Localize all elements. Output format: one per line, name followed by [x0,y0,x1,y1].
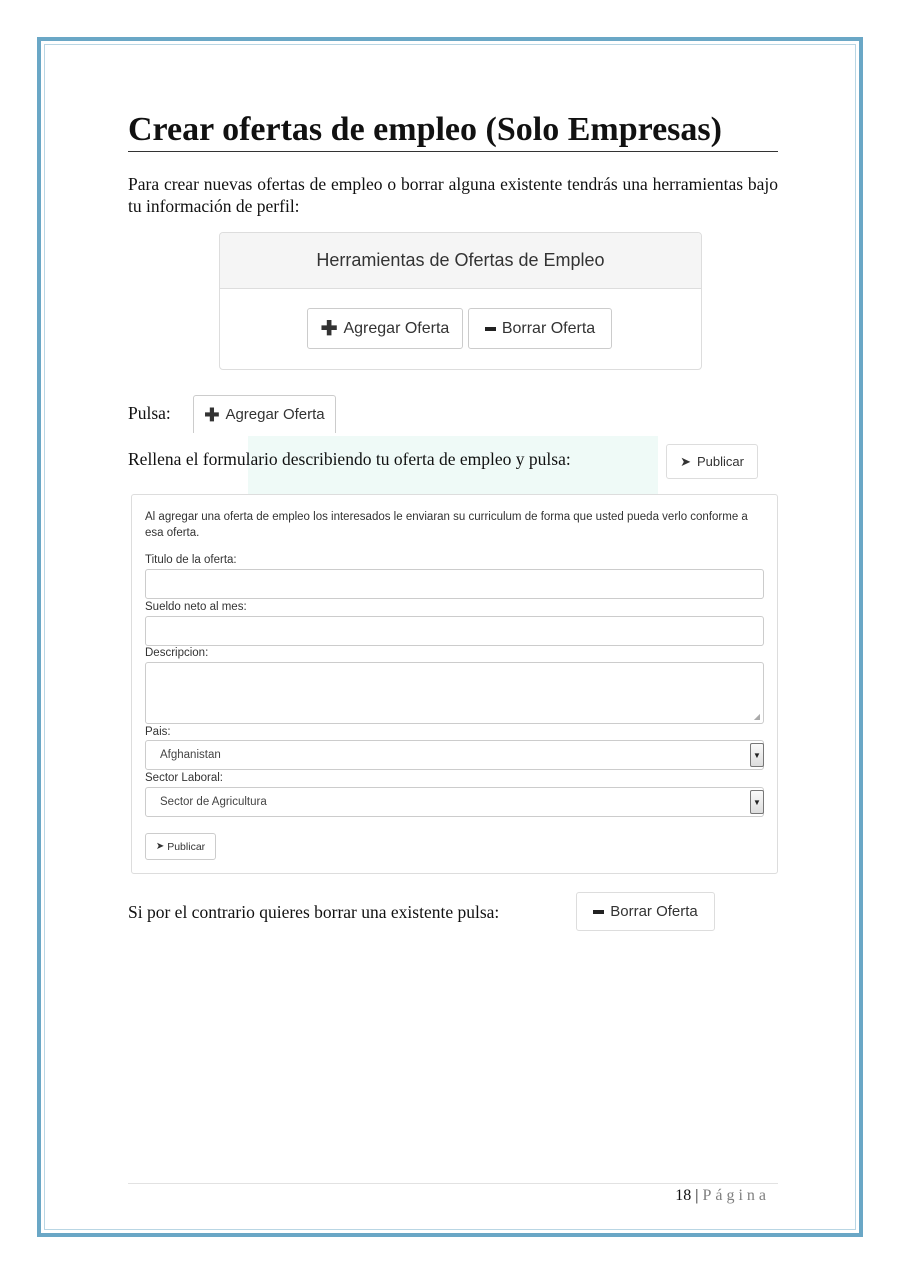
step3-remove-offer-label: Borrar Oferta [610,903,698,920]
offer-title-input[interactable] [145,569,764,599]
send-icon: ➤ [155,841,165,852]
step2-publish-label: Publicar [696,454,744,469]
country-selected-value: Afghanistan [160,749,221,761]
page-footer [675,1187,770,1205]
offer-title-label: Titulo de la oferta: [145,554,237,566]
country-label: Pais: [145,726,171,738]
job-tools-panel [219,232,702,370]
description-textarea[interactable] [145,662,764,724]
remove-offer-button[interactable] [468,308,612,349]
step1-add-offer-label: Agregar Oferta [225,406,325,423]
country-select[interactable] [145,740,764,770]
minus-icon [485,327,496,331]
footer-separator: | [695,1187,699,1204]
page-title: Crear ofertas de empleo (Solo Empresas) [128,111,722,148]
page-number: 18 [675,1187,692,1204]
add-offer-button[interactable] [307,308,463,349]
step1-text: Pulsa: [128,403,171,423]
job-tools-panel-heading: Herramientas de Ofertas de Empleo [220,233,701,289]
step3-remove-offer-button[interactable] [576,892,715,931]
step1-add-offer-button[interactable] [193,395,336,433]
salary-label: Sueldo neto al mes: [145,601,247,613]
resize-grip-icon[interactable]: ◢ [753,712,760,721]
footer-rule [128,1183,778,1184]
chevron-down-icon[interactable]: ▼ [750,790,764,814]
remove-offer-label: Borrar Oferta [501,319,596,337]
form-publish-button[interactable] [145,833,216,860]
sector-selected-value: Sector de Agricultura [160,796,267,808]
page-word: Página [702,1187,770,1204]
intro-paragraph: Para crear nuevas ofertas de empleo o borrar alguna existente tendrás una herramientas bajo tu información de perfil: [128,174,778,216]
chevron-down-icon[interactable]: ▼ [750,743,764,767]
title-underline [128,151,778,152]
send-icon: ➤ [680,453,691,469]
plus-icon: ✚ [204,404,220,425]
add-offer-label: Agregar Oferta [343,319,450,337]
description-label: Descripcion: [145,647,209,659]
form-publish-label: Publicar [167,840,206,853]
step3-text: Si por el contrario quieres borrar una existente pulsa: [128,902,500,922]
minus-icon [593,910,604,914]
form-intro: Al agregar una oferta de empleo los interesados le enviaran su curriculum de forma que usted pueda verlo conforme a esa oferta. [145,511,748,539]
step2-publish-button[interactable] [666,444,758,479]
sector-label: Sector Laboral: [145,772,223,784]
sector-select[interactable] [145,787,764,817]
plus-icon: ✚ [320,317,338,340]
salary-input[interactable] [145,616,764,646]
step2-text: Rellena el formulario describiendo tu oferta de empleo y pulsa: [128,449,571,469]
